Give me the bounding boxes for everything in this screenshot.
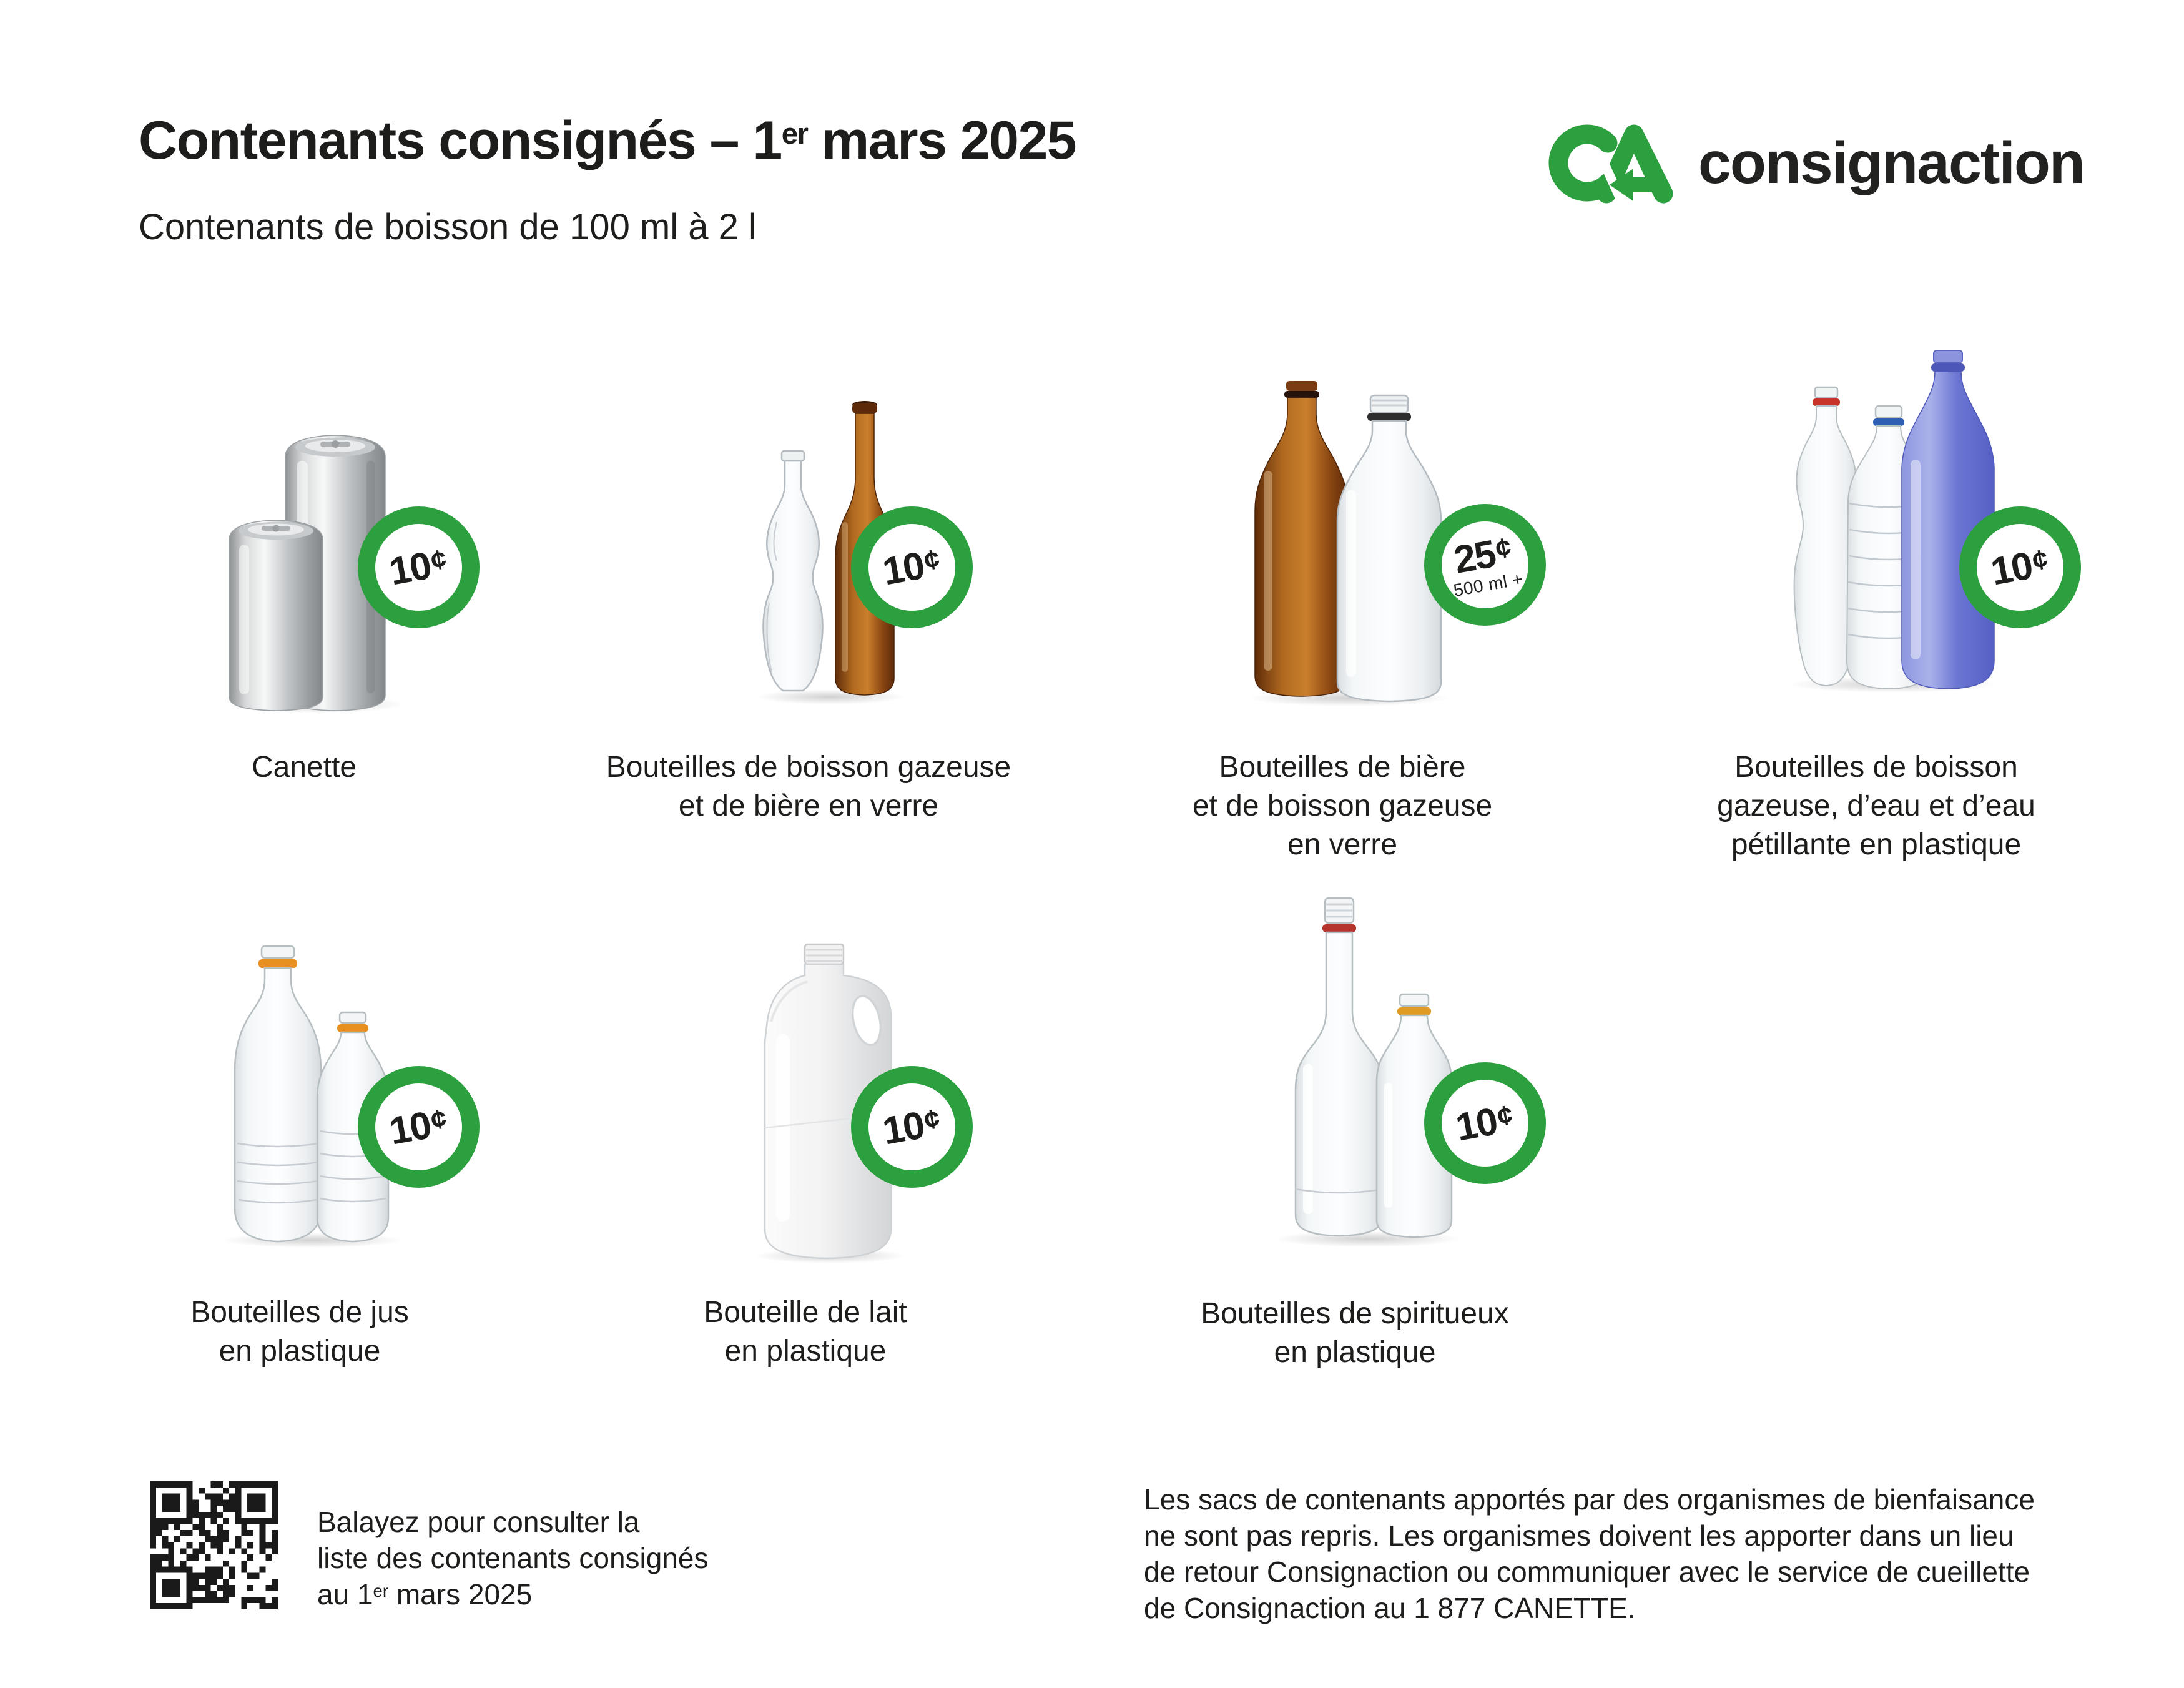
page-subtitle: Contenants de boisson de 100 ml à 2 l [139, 207, 757, 247]
deposit-badge: 10¢ [358, 1066, 480, 1188]
plastic-spirits-bottles-image [1264, 896, 1461, 1248]
product-bouteilles-verre-gazeuse-biere [559, 397, 1058, 891]
qr-caption: Balayez pour consulter la liste des contenants consignés au 1er mars 2025 [317, 1506, 709, 1611]
consignaction-logo-text: consignaction [1698, 129, 2084, 196]
deposit-badge: 10¢ [851, 506, 973, 628]
item-label: Bouteille de lait en plastique [704, 1296, 907, 1368]
qr-code-pattern [150, 1481, 278, 1609]
item-label: Bouteilles de boisson gazeuse et de bière en verre [606, 751, 1011, 822]
large-glass-bottles-image [1242, 377, 1455, 708]
product-bouteilles-jus [81, 940, 518, 1428]
qr-code [150, 1481, 278, 1609]
deposit-badge: 25¢ 500 ml + [1424, 504, 1546, 626]
deposit-badge: 10¢ [1959, 506, 2081, 628]
page-title: Contenants consignés – 1er mars 2025 [139, 111, 1076, 170]
product-bouteille-lait [587, 937, 1024, 1431]
product-bouteilles-verre-biere-gazeuse [1093, 377, 1592, 889]
plastic-water-bottles-image [1779, 347, 1998, 694]
consignaction-logo-icon [1547, 122, 1682, 204]
consignaction-logo [1547, 122, 2084, 204]
product-bouteilles-spiritueux [1096, 894, 1614, 1431]
deposit-badge: 10¢ [1424, 1062, 1546, 1184]
item-label: Bouteilles de boisson gazeuse, d’eau et d’eau pétillante en plastique [1717, 751, 2035, 861]
charity-notice: Les sacs de contenants apportés par des organismes de bienfaisance ne sont pas repris. Les organismes doivent les apporter dans un lieu de retour Consignaction ou communiquer avec le service de cueillette de Consignaction au 1 877 CANETTE. [1144, 1483, 2035, 1624]
item-label: Bouteilles de jus en plastique [190, 1296, 409, 1368]
item-label: Bouteilles de spiritueux en plastique [1201, 1297, 1509, 1369]
product-bouteilles-plastique-gazeuse-eau [1626, 347, 2126, 891]
item-label: Bouteilles de bière et de boisson gazeuse en verre [1192, 751, 1493, 861]
deposit-badge: 10¢ [851, 1066, 973, 1188]
deposit-badge: 10¢ [358, 506, 480, 628]
product-canette [117, 416, 491, 891]
item-label: Canette [251, 751, 357, 784]
